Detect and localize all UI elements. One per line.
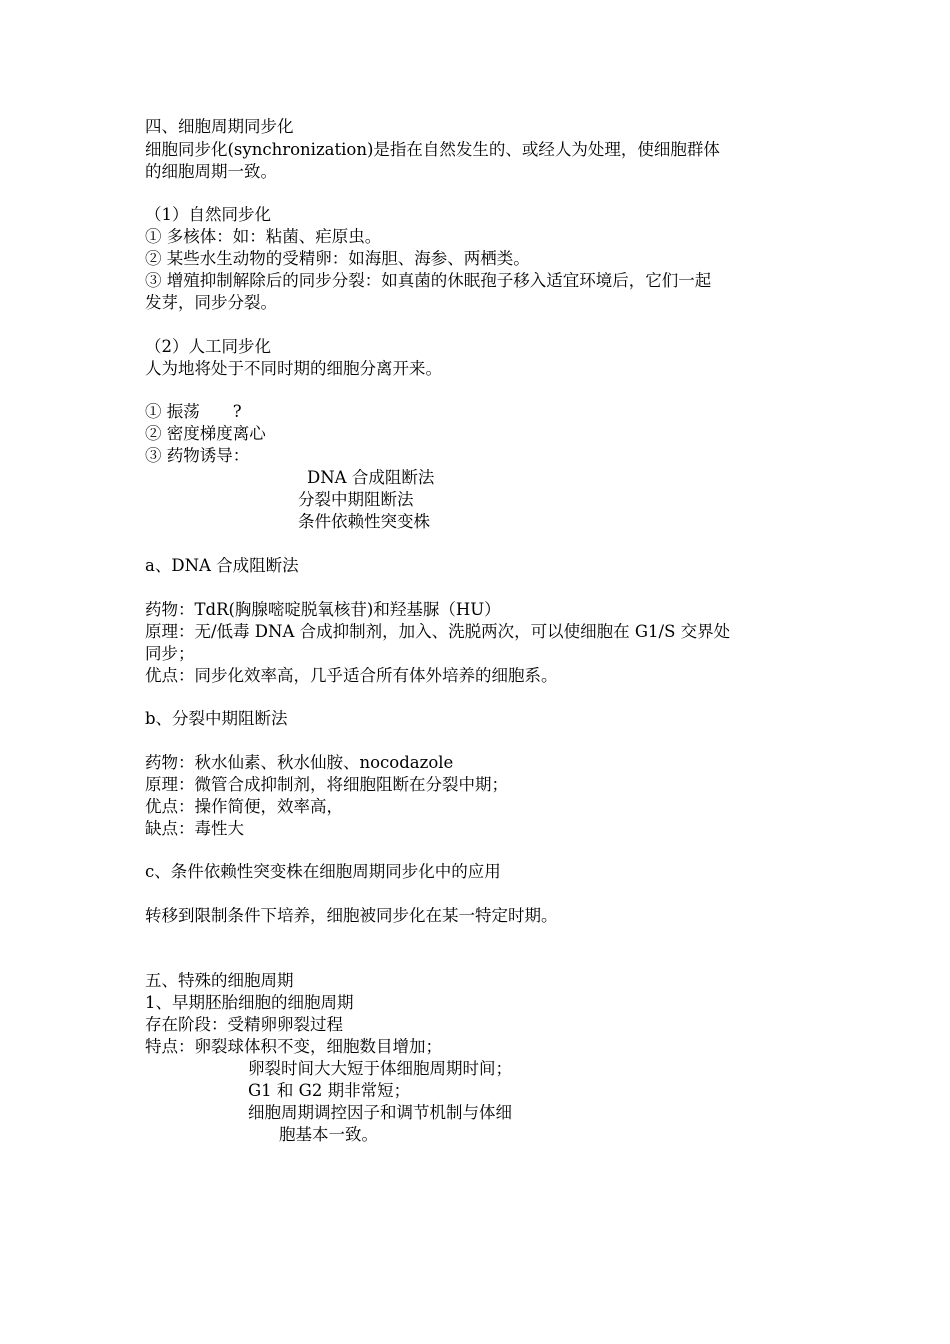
section5-heading: 五、特殊的细胞周期 [145,971,294,990]
definition-line-2: 的细胞周期一致。 [145,162,277,181]
feature-1: 卵裂时间大大短于体细胞周期时间； [248,1059,512,1078]
method-c-title: c、条件依赖性突变株在细胞周期同步化中的应用 [145,862,501,881]
method-c-line-1: 转移到限制条件下培养，细胞被同步化在某一特定时期。 [145,906,558,925]
artificial-item-3: ③ 药物诱导： [145,446,250,465]
method-a-line-4: 优点：同步化效率高，几乎适合所有体外培养的细胞系。 [145,666,558,685]
method-a-line-2: 原理：无/低毒 DNA 合成抑制剂，加入、洗脱两次，可以使细胞在 G1/S 交界处 [145,622,731,641]
natural-item-2: ② 某些水生动物的受精卵：如海胆、海参、两栖类。 [145,249,530,268]
natural-item-3-cont: 发芽，同步分裂。 [145,293,277,312]
feature-3: 细胞周期调控因子和调节机制与体细 [248,1103,512,1122]
features-label: 特点：卵裂球体积不变，细胞数目增加； [145,1037,442,1056]
section5-sub1: 1、早期胚胎细胞的细胞周期 [145,993,354,1012]
natural-item-1: ① 多核体：如：粘菌、疟原虫。 [145,227,382,246]
method-a-line-3: 同步； [145,644,195,663]
artificial-item-2: ② 密度梯度离心 [145,424,266,443]
method-b-line-2: 原理：微管合成抑制剂，将细胞阻断在分裂中期； [145,775,508,794]
artificial-desc: 人为地将处于不同时期的细胞分离开来。 [145,359,442,378]
method-2: 分裂中期阻断法 [298,490,414,509]
stage-line: 存在阶段：受精卵卵裂过程 [145,1015,343,1034]
method-a-title: a、DNA 合成阻断法 [145,556,299,575]
method-1: DNA 合成阻断法 [307,468,435,487]
method-b-line-1: 药物：秋水仙素、秋水仙胺、nocodazole [145,753,454,772]
section4-heading: 四、细胞周期同步化 [145,117,294,136]
feature-3-cont: 胞基本一致。 [279,1125,378,1144]
natural-sync-title: （1）自然同步化 [145,205,271,224]
method-b-line-4: 缺点：毒性大 [145,819,244,838]
feature-2: G1 和 G2 期非常短； [248,1081,411,1100]
method-a-line-1: 药物：TdR(胸腺嘧啶脱氧核苷)和羟基脲（HU） [145,600,501,619]
method-b-line-3: 优点：操作简便，效率高， [145,797,343,816]
artificial-sync-title: （2）人工同步化 [145,337,271,356]
natural-item-3: ③ 增殖抑制解除后的同步分裂：如真菌的休眠孢子移入适宜环境后，它们一起 [145,271,712,290]
method-b-title: b、分裂中期阻断法 [145,709,288,728]
method-3: 条件依赖性突变株 [298,512,430,531]
definition-line-1: 细胞同步化(synchronization)是指在自然发生的、或经人为处理，使细胞群体 [145,140,720,159]
artificial-item-1: ① 振荡 ? [145,402,242,421]
